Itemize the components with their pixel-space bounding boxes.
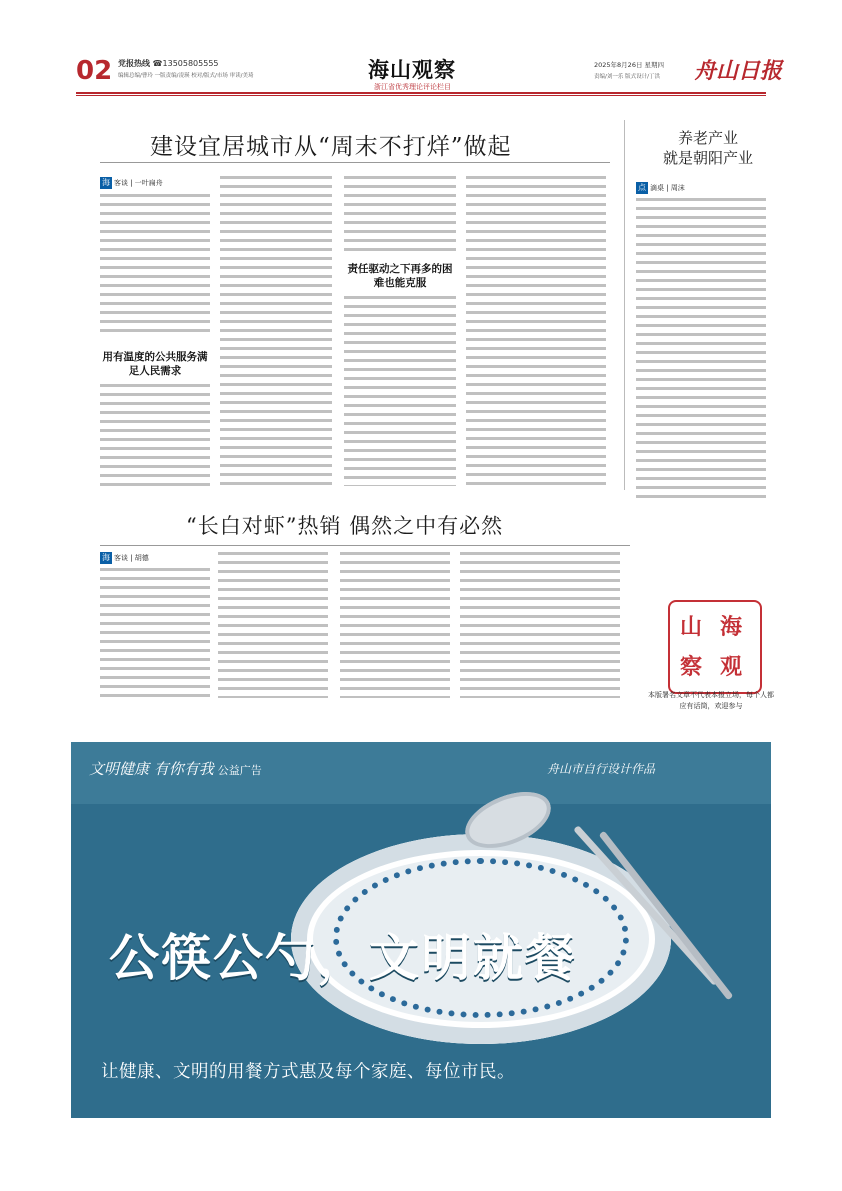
article1-subhead-2: 责任驱动之下再多的困难也能克服: [347, 263, 453, 289]
public-service-banner: [71, 742, 771, 1118]
article1-text-block: [344, 176, 456, 252]
masthead-rule: [76, 92, 766, 94]
disclaimer: 本版署名文章不代表本报立场，每个人都应有话筒，欢迎参与: [648, 691, 774, 710]
column-tag-icon: 点: [638, 183, 646, 192]
editors-left: 编辑总编/曹玲 一版责编/凌瑛 校对/版式/市场 审读/美琦: [118, 73, 254, 79]
column-tag-icon: 海: [102, 553, 110, 562]
hotline-label: 党报热线: [118, 59, 150, 68]
article2-text-block: [100, 568, 210, 698]
article2-text-block: [460, 552, 620, 698]
hotline-number: 13505805555: [162, 59, 219, 68]
column-tag-icon: 海: [102, 178, 110, 187]
banner-org: 舟山市自行设计作品: [547, 762, 656, 776]
article2-text-block: [340, 552, 450, 698]
column-stamp: [668, 600, 762, 694]
issue-date: 2025年8月26日 星期四: [594, 61, 665, 69]
article1-text-block: [220, 176, 332, 486]
banner-main-slogan: 公筷公勺，文明就餐: [109, 928, 577, 987]
article1-text-block: [344, 296, 456, 486]
stamp-char: 察: [680, 654, 703, 680]
side-author: 滴桌 | 周沫: [650, 184, 685, 192]
section-title: 海山观察: [368, 57, 456, 82]
stamp-char: 观: [720, 654, 743, 680]
phone-icon: ☎: [152, 59, 163, 68]
masthead-rule-thin: [76, 95, 766, 96]
stamp-char: 山: [680, 614, 703, 640]
stamp-char: 海: [720, 614, 743, 640]
side-headline-line-2: 就是朝阳产业: [662, 149, 753, 167]
article2-headline: “长白对虾”热销 偶然之中有必然: [186, 514, 504, 538]
article2-author: 客谈 | 胡德: [114, 554, 149, 562]
banner-slogan-text: 文明健康 有你有我: [89, 760, 214, 778]
article1-headline: 建设宜居城市从“周末不打烊”做起: [150, 134, 512, 160]
hotline: [118, 58, 219, 69]
side-headline: [653, 128, 763, 168]
banner-tag: 公益广告: [217, 764, 262, 777]
article1-text-block: [466, 176, 606, 486]
section-subtitle: 浙江省优秀理论评论栏目: [374, 83, 451, 91]
article1-subhead-1: 用有温度的公共服务满足人民需求: [102, 351, 208, 377]
article2-text-block: [218, 552, 328, 698]
banner-slogan: [89, 758, 262, 779]
newspaper-logo: 舟山日报: [694, 58, 783, 84]
article1-author: 客谈 | 一叶扁舟: [114, 179, 163, 187]
side-byline: [636, 182, 685, 194]
article2-headline-rule: [100, 545, 630, 546]
side-headline-line-1: 养老产业: [677, 129, 738, 147]
article1-text-block: [100, 384, 210, 486]
article1-text-block: [100, 194, 210, 336]
article2-byline: [100, 552, 149, 564]
banner-sub-slogan: 让健康、文明的用餐方式惠及每个家庭、每位市民。: [101, 1062, 515, 1082]
column-divider: [624, 120, 625, 490]
editors-right: 责编/刘一乐 版式设计/丁洪: [594, 74, 660, 80]
article1-byline: [100, 177, 163, 189]
page-number: 02: [76, 56, 113, 86]
side-text-block: [636, 198, 766, 498]
article1-headline-rule: [100, 162, 610, 163]
